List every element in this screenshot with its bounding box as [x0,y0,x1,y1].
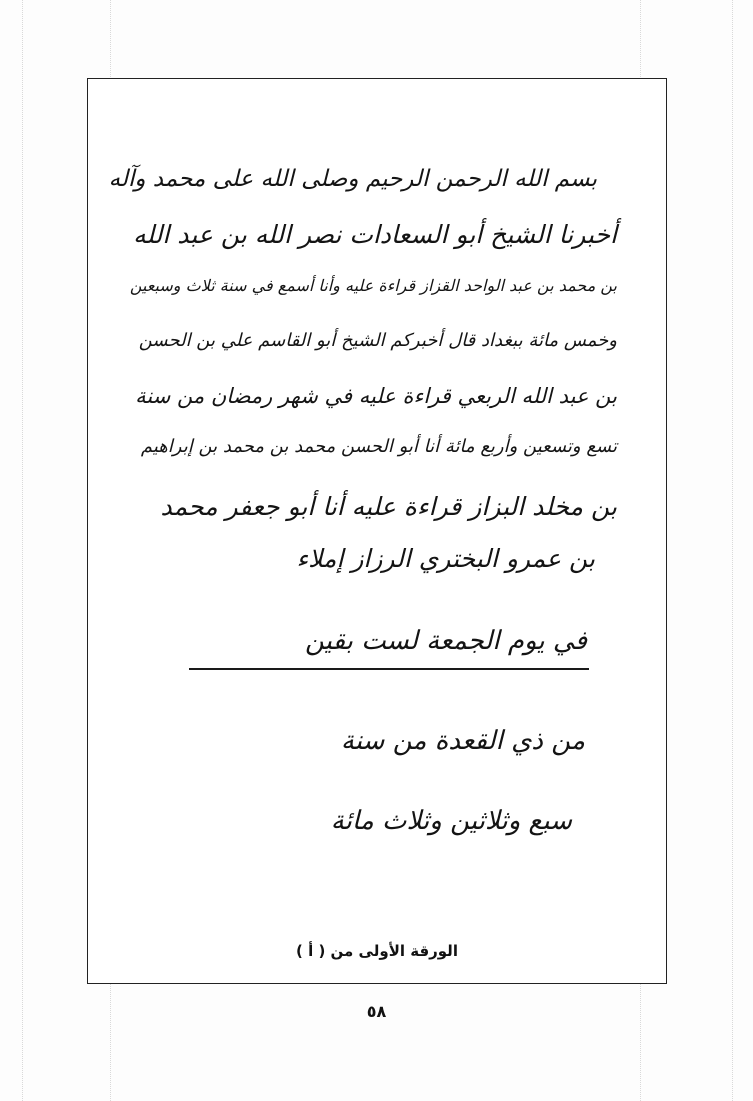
page-number: ٥٨ [366,1002,387,1021]
manuscript-line: تسع وتسعين وأربع مائة أنا أبو الحسن محمد بن محمد بن إبراهيم [140,436,617,457]
manuscript-line: سبع وثلاثين وثلاث مائة [330,806,572,836]
manuscript-underline [189,668,589,670]
manuscript-line: بن مخلد البزاز قراءة عليه أنا أبو جعفر محمد [160,492,617,521]
manuscript-line: في يوم الجمعة لست بقين [304,626,587,656]
manuscript-line: بن محمد بن عبد الواحد القزاز قراءة عليه وأنا أسمع في سنة ثلاث وسبعين [129,276,617,295]
manuscript-image [87,78,667,984]
scan-guide-line [732,0,733,1101]
manuscript-line: بن عبد الله الربعي قراءة عليه في شهر رمضان من سنة [135,384,617,408]
manuscript-line: بسم الله الرحمن الرحيم وصلى الله على محمد وآله [108,166,597,192]
manuscript-line: أخبرنا الشيخ أبو السعادات نصر الله بن عبد الله [133,220,617,249]
manuscript-line: من ذي القعدة من سنة [340,726,585,756]
manuscript-line: وخمس مائة ببغداد قال أخبركم الشيخ أبو القاسم علي بن الحسن [138,330,617,351]
page-caption: الورقة الأولى من ( أ ) [296,942,458,960]
scan-guide-line [22,0,23,1101]
manuscript-line: بن عمرو البختري الرزاز إملاء [296,544,595,573]
